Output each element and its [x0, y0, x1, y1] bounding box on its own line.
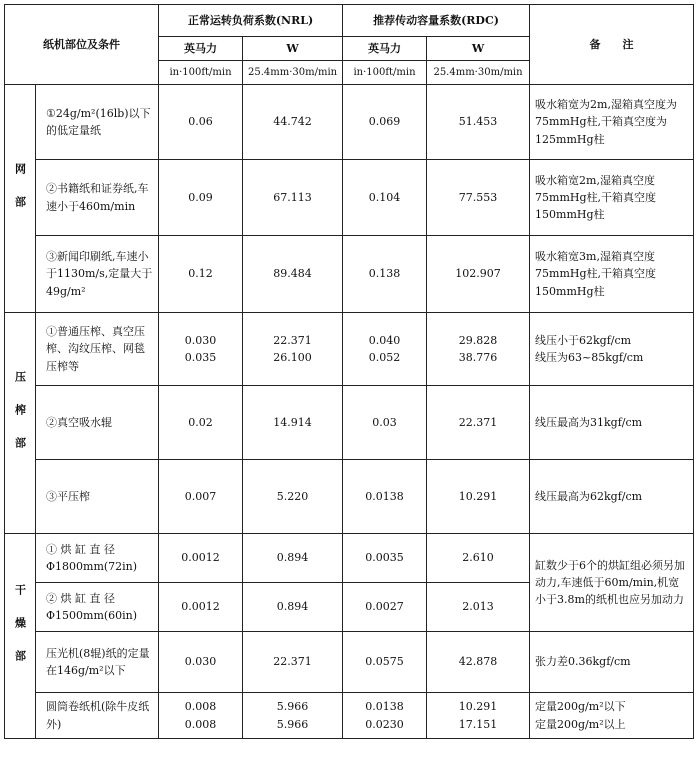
header-nrl-w: W: [243, 37, 343, 61]
row-nrl-w: 0.894: [243, 583, 343, 632]
row-rdc-hp: 0.069: [343, 85, 427, 160]
row-condition: ①普通压榨、真空压榨、沟纹压榨、网毯压榨等: [36, 313, 159, 386]
row-rdc-w: 2.013: [427, 583, 530, 632]
row-nrl-w-1: 22.371: [273, 333, 312, 347]
row-nrl-hp: [159, 313, 243, 386]
row-nrl-w-2: 5.966: [276, 717, 309, 731]
row-nrl-w: 44.742: [243, 85, 343, 160]
row-note: 吸水箱宽3m,湿箱真空度75mmHg柱,干箱真空度150mmHg柱: [530, 236, 694, 313]
unit-rdc-hp: in·100ft/min: [343, 61, 427, 85]
row-nrl-hp: 0.0012: [159, 583, 243, 632]
row-rdc-w: 10.291: [427, 460, 530, 534]
section-dryer-label: 干燥部: [13, 583, 27, 683]
row-rdc-hp: 0.0138: [343, 460, 427, 534]
row-rdc-w-2: 38.776: [458, 351, 498, 364]
row-note-2: 定量200g/m²以上: [535, 717, 626, 731]
row-nrl-hp: 0.0012: [159, 534, 243, 583]
table-row: [5, 313, 694, 386]
row-rdc-w-1: 29.828: [458, 333, 498, 347]
row-nrl-hp: [159, 693, 243, 739]
row-condition: ②书籍纸和证券纸,车速小于460m/min: [36, 160, 159, 236]
unit-nrl-hp: in·100ft/min: [159, 61, 243, 85]
header-nrl-hp: 英马力: [159, 37, 243, 61]
row-rdc-hp: 0.138: [343, 236, 427, 313]
row-nrl-hp: 0.030: [159, 632, 243, 693]
header-rdc-group: 推荐传动容量系数(RDC): [343, 5, 530, 37]
table-row: [5, 534, 694, 583]
row-condition: ①24g/m²(16lb)以下的低定量纸: [36, 85, 159, 160]
section-press-label: 压榨部: [13, 370, 27, 470]
row-condition: ②真空吸水辊: [36, 386, 159, 460]
row-rdc-w: 102.907: [427, 236, 530, 313]
drive-coefficient-table: [4, 4, 694, 739]
section-wire-label: 网部: [13, 162, 27, 229]
row-rdc-w-2: 17.151: [458, 717, 498, 731]
row-note: [530, 313, 694, 386]
row-note: 线压最高为62kgf/cm: [530, 460, 694, 534]
row-rdc-w: [427, 693, 530, 739]
row-note: 缸数少于6个的烘缸组必须另加动力,车速低于60m/min,机宽小于3.8m的纸机也应另加动力: [530, 534, 694, 632]
row-nrl-hp: 0.02: [159, 386, 243, 460]
row-rdc-hp: 0.104: [343, 160, 427, 236]
row-note-1: 定量200g/m²以下: [535, 700, 626, 714]
row-rdc-hp: [343, 313, 427, 386]
row-note: 吸水箱宽为2m,湿箱真空度为75mmHg柱,干箱真空度为125mmHg柱: [530, 85, 694, 160]
header-nrl-group: 正常运转负荷系数(NRL): [159, 5, 343, 37]
row-nrl-w: 89.484: [243, 236, 343, 313]
row-nrl-hp-2: 0.035: [184, 351, 217, 364]
row-rdc-w: 51.453: [427, 85, 530, 160]
row-nrl-w: 67.113: [243, 160, 343, 236]
row-nrl-hp: 0.007: [159, 460, 243, 534]
row-rdc-w: 22.371: [427, 386, 530, 460]
row-nrl-w: 0.894: [243, 534, 343, 583]
row-condition: ① 烘 缸 直 径 Φ1800mm(72in): [36, 534, 159, 583]
row-note-2: 线压为63~85kgf/cm: [535, 351, 644, 364]
row-rdc-hp-1: 0.0138: [365, 700, 404, 714]
row-rdc-w: 42.878: [427, 632, 530, 693]
table-row: [5, 236, 694, 313]
unit-nrl-w: 25.4mm·30m/min: [243, 61, 343, 85]
row-nrl-hp: 0.12: [159, 236, 243, 313]
table-row: [5, 693, 694, 739]
section-press: [5, 313, 36, 534]
row-rdc-hp-1: 0.040: [368, 333, 401, 347]
header-remarks: 备 注: [530, 5, 694, 85]
header-rdc-hp: 英马力: [343, 37, 427, 61]
table-row: [5, 386, 694, 460]
table-row: [5, 460, 694, 534]
row-rdc-hp: 0.0027: [343, 583, 427, 632]
table-row: [5, 160, 694, 236]
table-row: [5, 632, 694, 693]
row-nrl-hp-2: 0.008: [184, 717, 217, 731]
row-rdc-hp-2: 0.0230: [365, 717, 404, 731]
row-nrl-w: 5.220: [243, 460, 343, 534]
section-dryer: [5, 534, 36, 739]
section-wire: [5, 85, 36, 313]
row-note-1: 线压小于62kgf/cm: [535, 333, 632, 347]
row-rdc-hp-2: 0.052: [368, 351, 401, 364]
row-rdc-hp: 0.0575: [343, 632, 427, 693]
row-nrl-w: [243, 313, 343, 386]
row-note: [530, 693, 694, 739]
unit-rdc-w: 25.4mm·30m/min: [427, 61, 530, 85]
row-nrl-hp-1: 0.030: [184, 333, 217, 347]
row-rdc-hp: [343, 693, 427, 739]
row-condition: ② 烘 缸 直 径 Φ1500mm(60in): [36, 583, 159, 632]
row-nrl-hp-1: 0.008: [184, 700, 217, 714]
row-nrl-hp: 0.09: [159, 160, 243, 236]
row-rdc-w: 2.610: [427, 534, 530, 583]
row-nrl-w-2: 26.100: [273, 351, 312, 364]
row-rdc-w: 77.553: [427, 160, 530, 236]
row-note: 张力差0.36kgf/cm: [530, 632, 694, 693]
row-condition: ③平压榨: [36, 460, 159, 534]
row-note: 线压最高为31kgf/cm: [530, 386, 694, 460]
row-rdc-hp: 0.0035: [343, 534, 427, 583]
row-nrl-w: 22.371: [243, 632, 343, 693]
row-nrl-w-1: 5.966: [276, 700, 309, 714]
row-nrl-w: [243, 693, 343, 739]
header-rdc-w: W: [427, 37, 530, 61]
row-condition: 圆筒卷纸机(除牛皮纸外): [36, 693, 159, 739]
row-nrl-w: 14.914: [243, 386, 343, 460]
row-condition: ③新闻印刷纸,车速小于1130m/s,定量大于49g/m²: [36, 236, 159, 313]
row-rdc-w: [427, 313, 530, 386]
row-condition: 压光机(8辊)纸的定量在146g/m²以下: [36, 632, 159, 693]
row-rdc-hp: 0.03: [343, 386, 427, 460]
row-note: 吸水箱宽2m,湿箱真空度75mmHg柱,干箱真空度150mmHg柱: [530, 160, 694, 236]
row-nrl-hp: 0.06: [159, 85, 243, 160]
header-position-condition: 纸机部位及条件: [5, 5, 159, 85]
row-rdc-w-1: 10.291: [458, 700, 498, 714]
table-row: [5, 85, 694, 160]
